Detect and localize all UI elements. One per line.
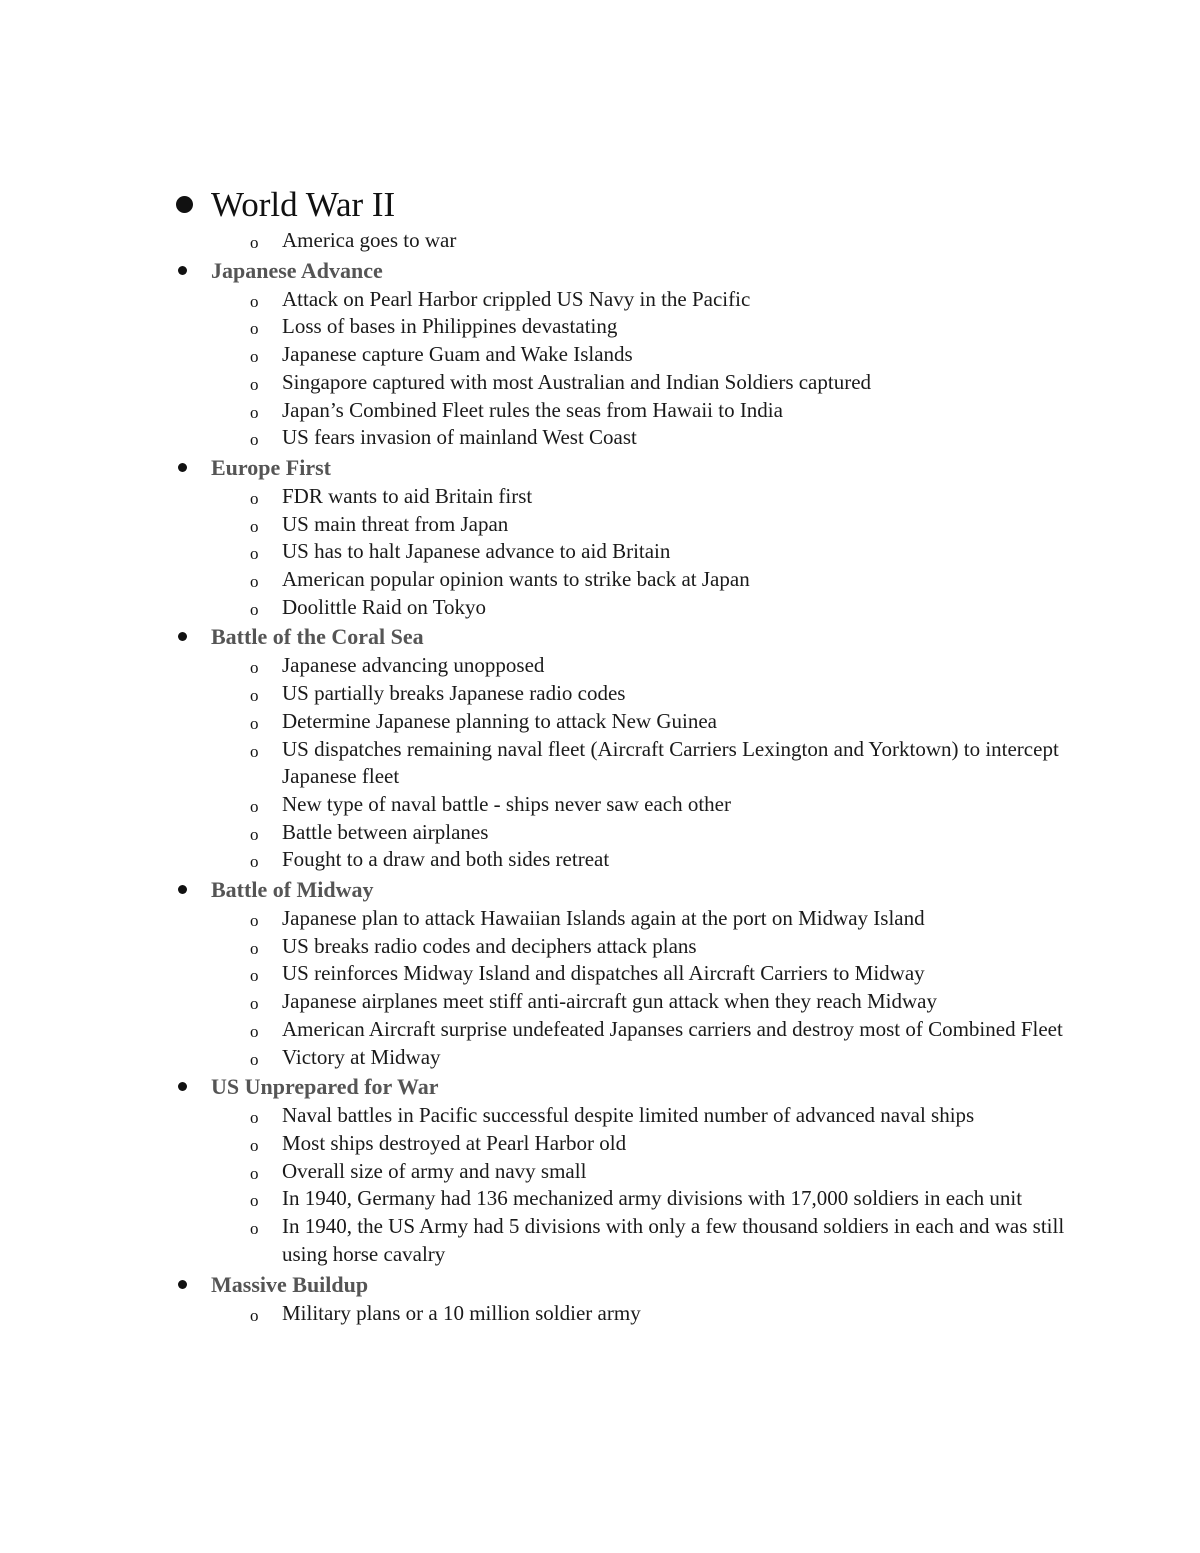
outline-list: [170, 183, 1090, 1327]
section-heading-item: [170, 1269, 1090, 1300]
subitem-text: America goes to war: [282, 228, 457, 252]
circle-bullet-icon: o: [250, 713, 259, 733]
list-item: [170, 1158, 1090, 1186]
circle-bullet-icon: o: [250, 319, 259, 339]
list-item: [170, 1300, 1090, 1328]
section-heading-item: [170, 452, 1090, 483]
list-item-text: Japanese capture Guam and Wake Islands: [282, 342, 633, 367]
list-item: [170, 313, 1090, 341]
list-item-text: Japanese airplanes meet stiff anti-aircraft gun attack when they reach Midway: [282, 989, 937, 1014]
list-item: [170, 791, 1090, 819]
section-heading: Battle of Midway: [211, 877, 374, 903]
list-item: [170, 819, 1090, 847]
list-item: [170, 846, 1090, 874]
circle-bullet-icon: o: [250, 1021, 259, 1041]
circle-bullet-icon: o: [250, 402, 259, 422]
list-item: [170, 652, 1090, 680]
bullet-icon: [176, 196, 193, 213]
circle-bullet-icon: o: [250, 544, 259, 564]
section-heading: Massive Buildup: [211, 1271, 369, 1297]
list-item-text: Naval battles in Pacific successful despite limited number of advanced naval ships: [282, 1103, 975, 1128]
circle-bullet-icon: o: [250, 1108, 259, 1128]
bullet-icon: [178, 1082, 187, 1091]
circle-bullet-icon: o: [250, 911, 259, 931]
circle-bullet-icon: o: [250, 430, 259, 450]
list-item-text: US main threat from Japan: [282, 511, 509, 536]
circle-bullet-icon: o: [250, 966, 259, 986]
list-item: [170, 988, 1090, 1016]
list-item: [170, 708, 1090, 736]
list-item: [170, 511, 1090, 539]
list-item: [170, 424, 1090, 452]
section-heading-item: [170, 874, 1090, 905]
circle-bullet-icon: o: [250, 1219, 259, 1239]
circle-bullet-icon: o: [250, 852, 259, 872]
list-item: [170, 538, 1090, 566]
circle-bullet-icon: o: [250, 291, 259, 311]
circle-bullet-icon: o: [250, 1049, 259, 1069]
bullet-icon: [178, 632, 187, 641]
list-item: [170, 1185, 1090, 1213]
list-item-text: Japanese advancing unopposed: [282, 653, 545, 678]
list-item: [170, 483, 1090, 511]
circle-bullet-icon: o: [250, 1305, 259, 1325]
list-item-text: Most ships destroyed at Pearl Harbor old: [282, 1130, 627, 1155]
list-item: [170, 341, 1090, 369]
list-item-text: US partially breaks Japanese radio codes: [282, 681, 626, 706]
list-item-text: Japan’s Combined Fleet rules the seas from Hawaii to India: [282, 397, 783, 422]
list-item: [170, 369, 1090, 397]
circle-bullet-icon: o: [250, 374, 259, 394]
section-heading-item: [170, 255, 1090, 286]
list-item-text: US fears invasion of mainland West Coast: [282, 425, 637, 450]
circle-bullet-icon: o: [250, 741, 259, 761]
title-subitem: [170, 227, 1090, 255]
list-item-text: Doolittle Raid on Tokyo: [282, 594, 487, 619]
circle-bullet-icon: o: [250, 686, 259, 706]
list-item: [170, 1130, 1090, 1158]
circle-bullet-icon: o: [250, 1135, 259, 1155]
list-item: [170, 397, 1090, 425]
list-item-text: Loss of bases in Philippines devastating: [282, 314, 618, 339]
list-item-text: US dispatches remaining naval fleet (Aircraft Carriers Lexington and Yorktown) to intercept Japanese fleet: [282, 736, 1059, 789]
section-heading-item: [170, 621, 1090, 652]
circle-bullet-icon: o: [250, 347, 259, 367]
list-item: [170, 960, 1090, 988]
list-item-text: New type of naval battle - ships never saw each other: [282, 791, 731, 816]
circle-bullet-icon: o: [250, 658, 259, 678]
circle-bullet-icon: o: [250, 824, 259, 844]
document-title: World War II: [211, 185, 396, 224]
list-item-text: In 1940, Germany had 136 mechanized army divisions with 17,000 soldiers in each unit: [282, 1186, 1023, 1211]
circle-bullet-icon: o: [250, 516, 259, 536]
section-heading: Japanese Advance: [211, 257, 383, 283]
list-item-text: Attack on Pearl Harbor crippled US Navy in the Pacific: [282, 286, 751, 311]
list-item-text: FDR wants to aid Britain first: [282, 483, 533, 508]
list-item: [170, 594, 1090, 622]
circle-bullet-icon: o: [250, 1163, 259, 1183]
list-item-text: In 1940, the US Army had 5 divisions with only a few thousand soldiers in each and was still using horse cavalry: [282, 1214, 1065, 1266]
bullet-icon: [178, 266, 187, 275]
list-item: [170, 736, 1090, 791]
list-item-text: Victory at Midway: [282, 1044, 441, 1069]
list-item: [170, 286, 1090, 314]
list-item: [170, 566, 1090, 594]
list-item-text: Determine Japanese planning to attack New Guinea: [282, 708, 718, 733]
circle-bullet-icon: o: [250, 796, 259, 816]
circle-bullet-icon: o: [250, 599, 259, 619]
section-heading-item: [170, 1071, 1090, 1102]
section-heading: Battle of the Coral Sea: [211, 624, 424, 650]
list-item: [170, 680, 1090, 708]
list-item-text: Japanese plan to attack Hawaiian Islands again at the port on Midway Island: [282, 906, 925, 931]
section-heading: US Unprepared for War: [211, 1074, 439, 1100]
list-item: [170, 905, 1090, 933]
list-item-text: Military plans or a 10 million soldier army: [282, 1300, 641, 1325]
list-item-text: US reinforces Midway Island and dispatches all Aircraft Carriers to Midway: [282, 961, 925, 986]
list-item: [170, 1213, 1090, 1268]
bullet-icon: [178, 463, 187, 472]
circle-bullet-icon: o: [250, 994, 259, 1014]
bullet-icon: [178, 1280, 187, 1289]
list-item: [170, 1102, 1090, 1130]
section-heading: Europe First: [211, 454, 331, 480]
list-item-text: American Aircraft surprise undefeated Japanses carriers and destroy most of Combined Fleet: [282, 1016, 1063, 1041]
list-item-text: US has to halt Japanese advance to aid Britain: [282, 539, 671, 564]
circle-bullet-icon: o: [250, 1191, 259, 1211]
bullet-icon: [178, 885, 187, 894]
circle-bullet-icon: o: [250, 488, 259, 508]
list-item-text: Battle between airplanes: [282, 819, 489, 844]
list-item-text: American popular opinion wants to strike back at Japan: [282, 567, 750, 592]
list-item-text: Fought to a draw and both sides retreat: [282, 847, 610, 872]
circle-bullet-icon: o: [250, 572, 259, 592]
circle-bullet-icon: o: [250, 233, 259, 252]
title-item: [170, 183, 1090, 227]
list-item-text: US breaks radio codes and deciphers attack plans: [282, 933, 697, 958]
circle-bullet-icon: o: [250, 938, 259, 958]
list-item: [170, 1044, 1090, 1072]
list-item-text: Overall size of army and navy small: [282, 1158, 587, 1183]
list-item-text: Singapore captured with most Australian and Indian Soldiers captured: [282, 369, 872, 394]
list-item: [170, 933, 1090, 961]
sections-container: [170, 255, 1090, 1328]
list-item: [170, 1016, 1090, 1044]
